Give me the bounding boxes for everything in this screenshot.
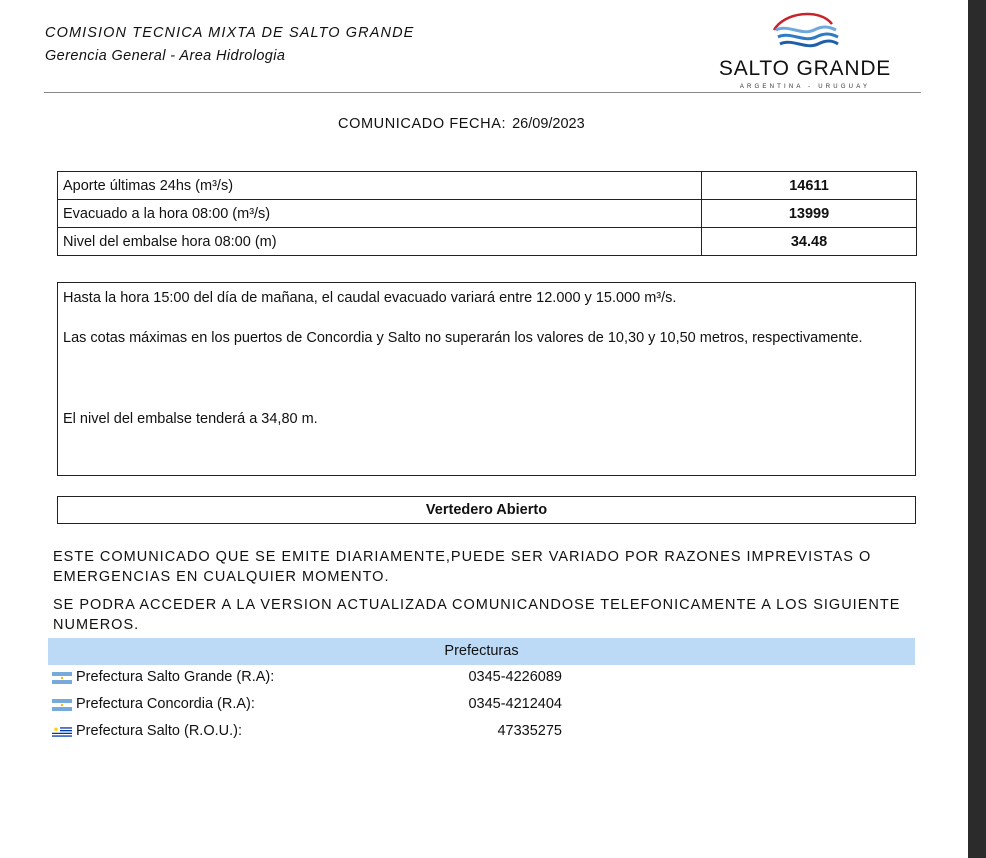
table-row <box>58 200 917 228</box>
phone-number[interactable]: 0345-4226089 <box>468 669 562 685</box>
list-item <box>52 721 572 743</box>
prefectura-name: Prefectura Concordia (R.A): <box>76 696 255 712</box>
comunicado-date-line <box>338 116 585 132</box>
phone-number[interactable]: 47335275 <box>497 723 562 739</box>
header-divider <box>44 92 921 93</box>
prefecturas-header: Prefecturas <box>48 638 915 665</box>
table-row <box>58 172 917 200</box>
disclaimer-text: ESTE COMUNICADO QUE SE EMITE DIARIAMENTE,PUEDE SER VARIADO POR RAZONES IMPREVISTAS O EMERGENCIAS EN CUALQUIER MOMENTO. <box>53 549 872 585</box>
argentina-flag-icon <box>52 699 72 711</box>
argentina-flag-icon <box>52 672 72 684</box>
waves-logo-icon <box>708 8 908 58</box>
forecast-notes-box <box>57 282 916 476</box>
note-flow: Hasta la hora 15:00 del día de mañana, el caudal evacuado variará entre 12.000 y 15.000 m³/s. <box>63 290 677 306</box>
list-item <box>52 694 572 716</box>
comunicado-label: COMUNICADO FECHA: <box>338 116 507 132</box>
contact-instructions: SE PODRA ACCEDER A LA VERSION ACTUALIZADA COMUNICANDOSE TELEFONICAMENTE A LOS SIGUIENTE NUMEROS. <box>53 597 901 633</box>
list-item <box>52 667 572 689</box>
prefectura-name: Prefectura Salto Grande (R.A): <box>76 669 275 685</box>
note-ports: Las cotas máximas en los puertos de Concordia y Salto no superarán los valores de 10,30 y 10,50 metros, respectivamente. <box>63 330 863 346</box>
row-value: 14611 <box>702 172 917 200</box>
phone-number[interactable]: 0345-4212404 <box>468 696 562 712</box>
table-row <box>58 228 917 256</box>
logo-name: SALTO GRANDE <box>718 57 892 80</box>
row-label: Aporte últimas 24hs (m³/s) <box>58 172 702 200</box>
organization-name: COMISION TECNICA MIXTA DE SALTO GRANDE <box>45 25 415 41</box>
department-name: Gerencia General - Area Hidrologia <box>45 48 286 64</box>
comunicado-date: 26/09/2023 <box>512 116 585 132</box>
row-label: Evacuado a la hora 08:00 (m³/s) <box>58 200 702 228</box>
logo-countries: ARGENTINA - URUGUAY <box>739 84 871 90</box>
scrollbar[interactable] <box>968 0 986 858</box>
spillway-status: Vertedero Abierto <box>57 496 916 524</box>
values-table <box>57 171 917 256</box>
prefectura-name: Prefectura Salto (R.O.U.): <box>76 723 242 739</box>
note-reservoir: El nivel del embalse tenderá a 34,80 m. <box>63 411 318 427</box>
row-value: 34.48 <box>702 228 917 256</box>
row-label: Nivel del embalse hora 08:00 (m) <box>58 228 702 256</box>
row-value: 13999 <box>702 200 917 228</box>
salto-grande-logo <box>708 8 908 92</box>
uruguay-flag-icon <box>52 726 72 738</box>
